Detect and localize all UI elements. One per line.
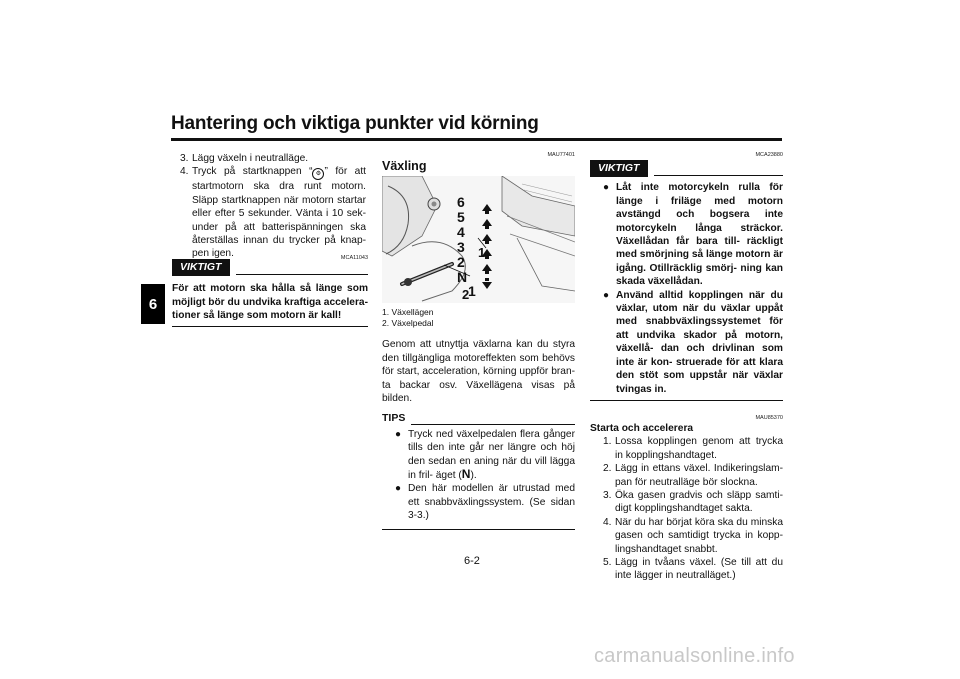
gear-label-5: 5 — [457, 209, 465, 226]
notice-bullet-text: Använd alltid kopplingen när du växlar, utom när du växlar uppåt med snabbväxlingssystemet för att undvika skador på motorn, växellå- dan och drivlinan som inte är kon- struerade för att klara den stöt som uppstår när växlar tvingas in. — [616, 289, 783, 395]
tips-rule — [411, 424, 575, 425]
step-number: 4. — [603, 516, 612, 528]
gear-label-2: 2 — [457, 254, 465, 271]
notice-rule — [654, 175, 783, 176]
bullet-icon: ● — [395, 428, 402, 440]
page-number: 6-2 — [464, 555, 480, 567]
section-code: MAU85370 — [755, 414, 783, 421]
start-step-5 — [590, 556, 783, 583]
tips-bullet-text-b: ). — [470, 470, 477, 482]
column-1 — [180, 152, 366, 261]
step-number: 2. — [603, 463, 612, 475]
notice-text: För att motorn ska hålla så länge som möjligt bör du undvika kraftiga accelera- tioner så länge som motorn är kall! — [172, 283, 368, 322]
callout-2: 2 — [462, 287, 470, 303]
subheading: Starta och accelerera — [590, 422, 694, 434]
step-4 — [180, 165, 366, 260]
notice-code: MCA11043 — [340, 255, 368, 261]
tips-bullet-1 — [382, 428, 575, 483]
notice-bullet-1 — [590, 181, 783, 288]
step-number: 3. — [180, 153, 189, 164]
section-code: MAU77401 — [547, 152, 575, 158]
gear-figure — [382, 176, 575, 303]
step-text: Lossa kopplingen genom att trycka in kopplingshandtaget. — [615, 436, 783, 461]
gear-shift-illustration — [382, 176, 575, 303]
notice-bullet-text: Låt inte motorcykeln rulla för länge i friläge med motorn avstängd och bogsera inte motorcykeln långa sträckor. Växellådan får bara till- räckligt med smörjning så länge motorn är igång. Otillräcklig smörj- ning kan skada växellådan. — [616, 182, 783, 288]
tips-bullet-text — [408, 428, 575, 483]
step-text-b: ” för att startmotorn ska dra runt motorn. Släpp startknappen när motorn startar eller efter 5 sekunder. Vänta i 10 sek- under på att batterispänningen ska återställas innan du trycker på knap- pen igen. — [192, 166, 366, 260]
notice-code: MCA23880 — [755, 152, 783, 158]
body-text: Genom att utnyttja växlarna kan du styra den tillgängliga motoreffekten som behövs för start, acceleration, körning uppför bran- ta backar osv. Växellägena visas på bilden. — [382, 339, 575, 405]
step-number: 1. — [603, 436, 612, 448]
start-switch-icon: ⚙ — [312, 168, 324, 180]
tips-label-row — [382, 412, 575, 425]
step-text-a: Tryck på startknappen “ — [192, 166, 313, 178]
step-text: När du har börjat köra ska du minska gasen och samtidigt trycka in kopp- lingshandtaget snabbt. — [615, 516, 783, 555]
step-text — [192, 165, 366, 260]
tips-end-rule — [382, 529, 575, 530]
bullet-icon: ● — [603, 182, 610, 194]
bullet-icon: ● — [603, 289, 610, 301]
start-step-1 — [590, 435, 783, 462]
chapter-tab: 6 — [141, 284, 165, 324]
title-rule — [171, 138, 782, 141]
notice-1 — [172, 253, 368, 327]
step-number: 3. — [603, 489, 612, 501]
tips-bullet-text-a: Tryck ned växelpedalen flera gånger tills den inte går ner längre och höj den sedan en aning när du vill lägga in fril- äget ( — [408, 428, 575, 482]
gear-label-1: 1 — [468, 283, 476, 300]
gear-label-n: N — [457, 269, 468, 286]
notice-bullet-2 — [590, 289, 783, 396]
column-3 — [590, 152, 783, 583]
tips-bullet-2 — [382, 482, 575, 522]
step-3 — [180, 152, 366, 165]
notice-label: VIKTIGT — [590, 160, 648, 177]
gear-label-3: 3 — [457, 239, 465, 256]
start-step-4 — [590, 516, 783, 556]
notice-label-row — [172, 259, 368, 276]
notice-rule — [236, 274, 368, 275]
column-2 — [382, 152, 575, 530]
bullet-icon: ● — [395, 483, 402, 495]
step-number: 5. — [603, 556, 612, 568]
step-text: Lägg in ettans växel. Indikeringslam- pan för neutralläge bör slockna. — [615, 463, 783, 488]
callout-1: 1 — [478, 245, 486, 261]
section-heading: Växling — [382, 159, 427, 173]
watermark: carmanualsonline.info — [594, 645, 795, 667]
step-text: Lägg in tvåans växel. (Se till att du inte lägger in neutralläget.) — [615, 556, 783, 582]
notice-end-rule — [590, 400, 783, 401]
tips-label: TIPS — [382, 412, 406, 425]
step-text: Lägg växeln i neutralläge. — [192, 153, 309, 164]
notice-label: VIKTIGT — [172, 259, 230, 276]
figure-caption-1: 1. Växellägen — [382, 307, 434, 318]
tips-bullet-text: Den här modellen är utrustad med ett snabbväxlingssystem. (Se sidan 3-3.) — [408, 483, 575, 522]
notice-end-rule — [172, 326, 368, 327]
page-title: Hantering och viktiga punkter vid körning — [171, 113, 539, 134]
step-number: 4. — [180, 166, 189, 178]
start-step-3 — [590, 489, 783, 516]
gear-label-6: 6 — [457, 194, 465, 211]
figure-caption-2: 2. Växelpedal — [382, 318, 434, 329]
start-step-2 — [590, 462, 783, 489]
neutral-symbol: N — [461, 467, 471, 482]
gear-label-4: 4 — [457, 224, 465, 241]
step-text: Öka gasen gradvis och släpp samti- digt kopplingshandtaget sakta. — [615, 489, 783, 515]
notice-label-row — [590, 160, 783, 177]
